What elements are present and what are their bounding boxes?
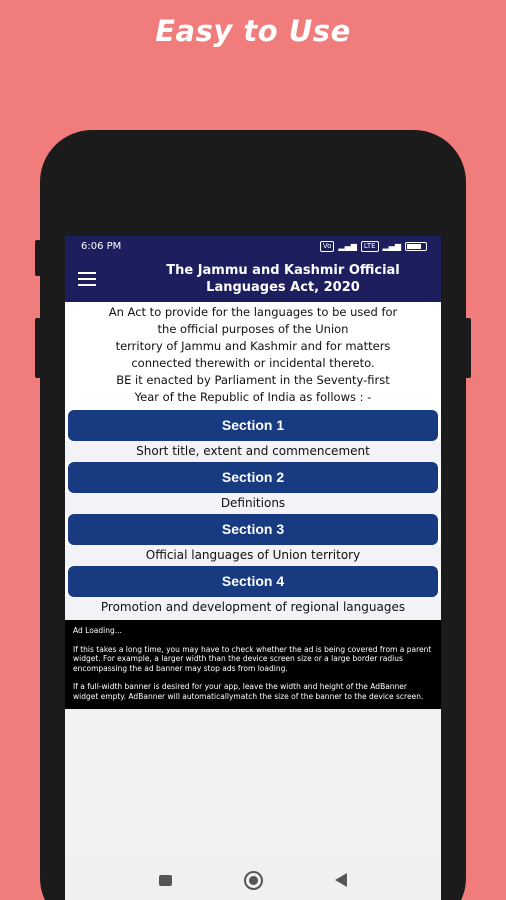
section-4-description: Promotion and development of regional languages — [65, 597, 441, 618]
ad-help-text: If this takes a long time, you may have to check whether the ad is being covered from a parent widget. For example, a larger width than the device screen size or a large border radius encompassing the ad banner may stop ads from loading. — [73, 644, 432, 673]
preamble-line: Year of the Republic of India as follows : - — [134, 390, 372, 404]
battery-icon — [405, 242, 427, 251]
page-title-line1: The Jammu and Kashmir Official — [166, 263, 400, 278]
act-preamble — [65, 302, 441, 410]
page-title-line2: Languages Act, 2020 — [206, 280, 360, 295]
app-bar — [65, 256, 441, 302]
phone-side-button — [465, 318, 471, 378]
preamble-line: An Act to provide for the languages to be used for — [108, 305, 398, 319]
phone-side-button — [35, 318, 41, 378]
status-time: 6:06 PM — [81, 240, 122, 252]
wifi-icon: ▂▄▆ — [382, 241, 401, 251]
ad-loading-text: Ad Loading... — [73, 626, 122, 635]
section-1-button[interactable]: Section 1 — [68, 410, 438, 441]
recents-icon[interactable] — [159, 875, 172, 886]
section-3-button[interactable]: Section 3 — [68, 514, 438, 545]
section-4-button[interactable]: Section 4 — [68, 566, 438, 597]
section-3-description: Official languages of Union territory — [65, 545, 441, 566]
ad-help-text: If a full-width banner is desired for your app, leave the width and height of the AdBanner widget empty. AdBanner will automaticallymatch the size of the banner to the device screen. — [73, 682, 424, 701]
menu-button[interactable] — [65, 256, 109, 302]
section-2-description: Definitions — [65, 493, 441, 514]
preamble-line: connected therewith or incidental thereto. — [131, 356, 375, 370]
hamburger-icon — [78, 270, 96, 288]
back-icon[interactable] — [335, 873, 347, 887]
section-1-description: Short title, extent and commencement — [65, 441, 441, 462]
status-icons — [320, 241, 427, 252]
system-nav-bar — [65, 860, 441, 900]
preamble-line: territory of Jammu and Kashmir and for matters — [115, 339, 391, 353]
status-bar — [65, 236, 441, 256]
phone-side-button — [35, 240, 41, 276]
lte-icon: LTE — [361, 241, 379, 252]
signal-icon: ▂▄▆ — [338, 241, 357, 251]
home-icon[interactable] — [244, 871, 263, 890]
preamble-line: the official purposes of the Union — [157, 322, 349, 336]
section-2-button[interactable]: Section 2 — [68, 462, 438, 493]
ad-banner[interactable] — [65, 620, 441, 709]
phone-screen — [65, 236, 441, 900]
headline: Easy to Use — [155, 14, 351, 48]
volte-icon: Vo — [320, 241, 335, 252]
act-content — [65, 302, 441, 618]
preamble-line: BE it enacted by Parliament in the Seventy-first — [116, 373, 390, 387]
page-title — [109, 262, 441, 296]
